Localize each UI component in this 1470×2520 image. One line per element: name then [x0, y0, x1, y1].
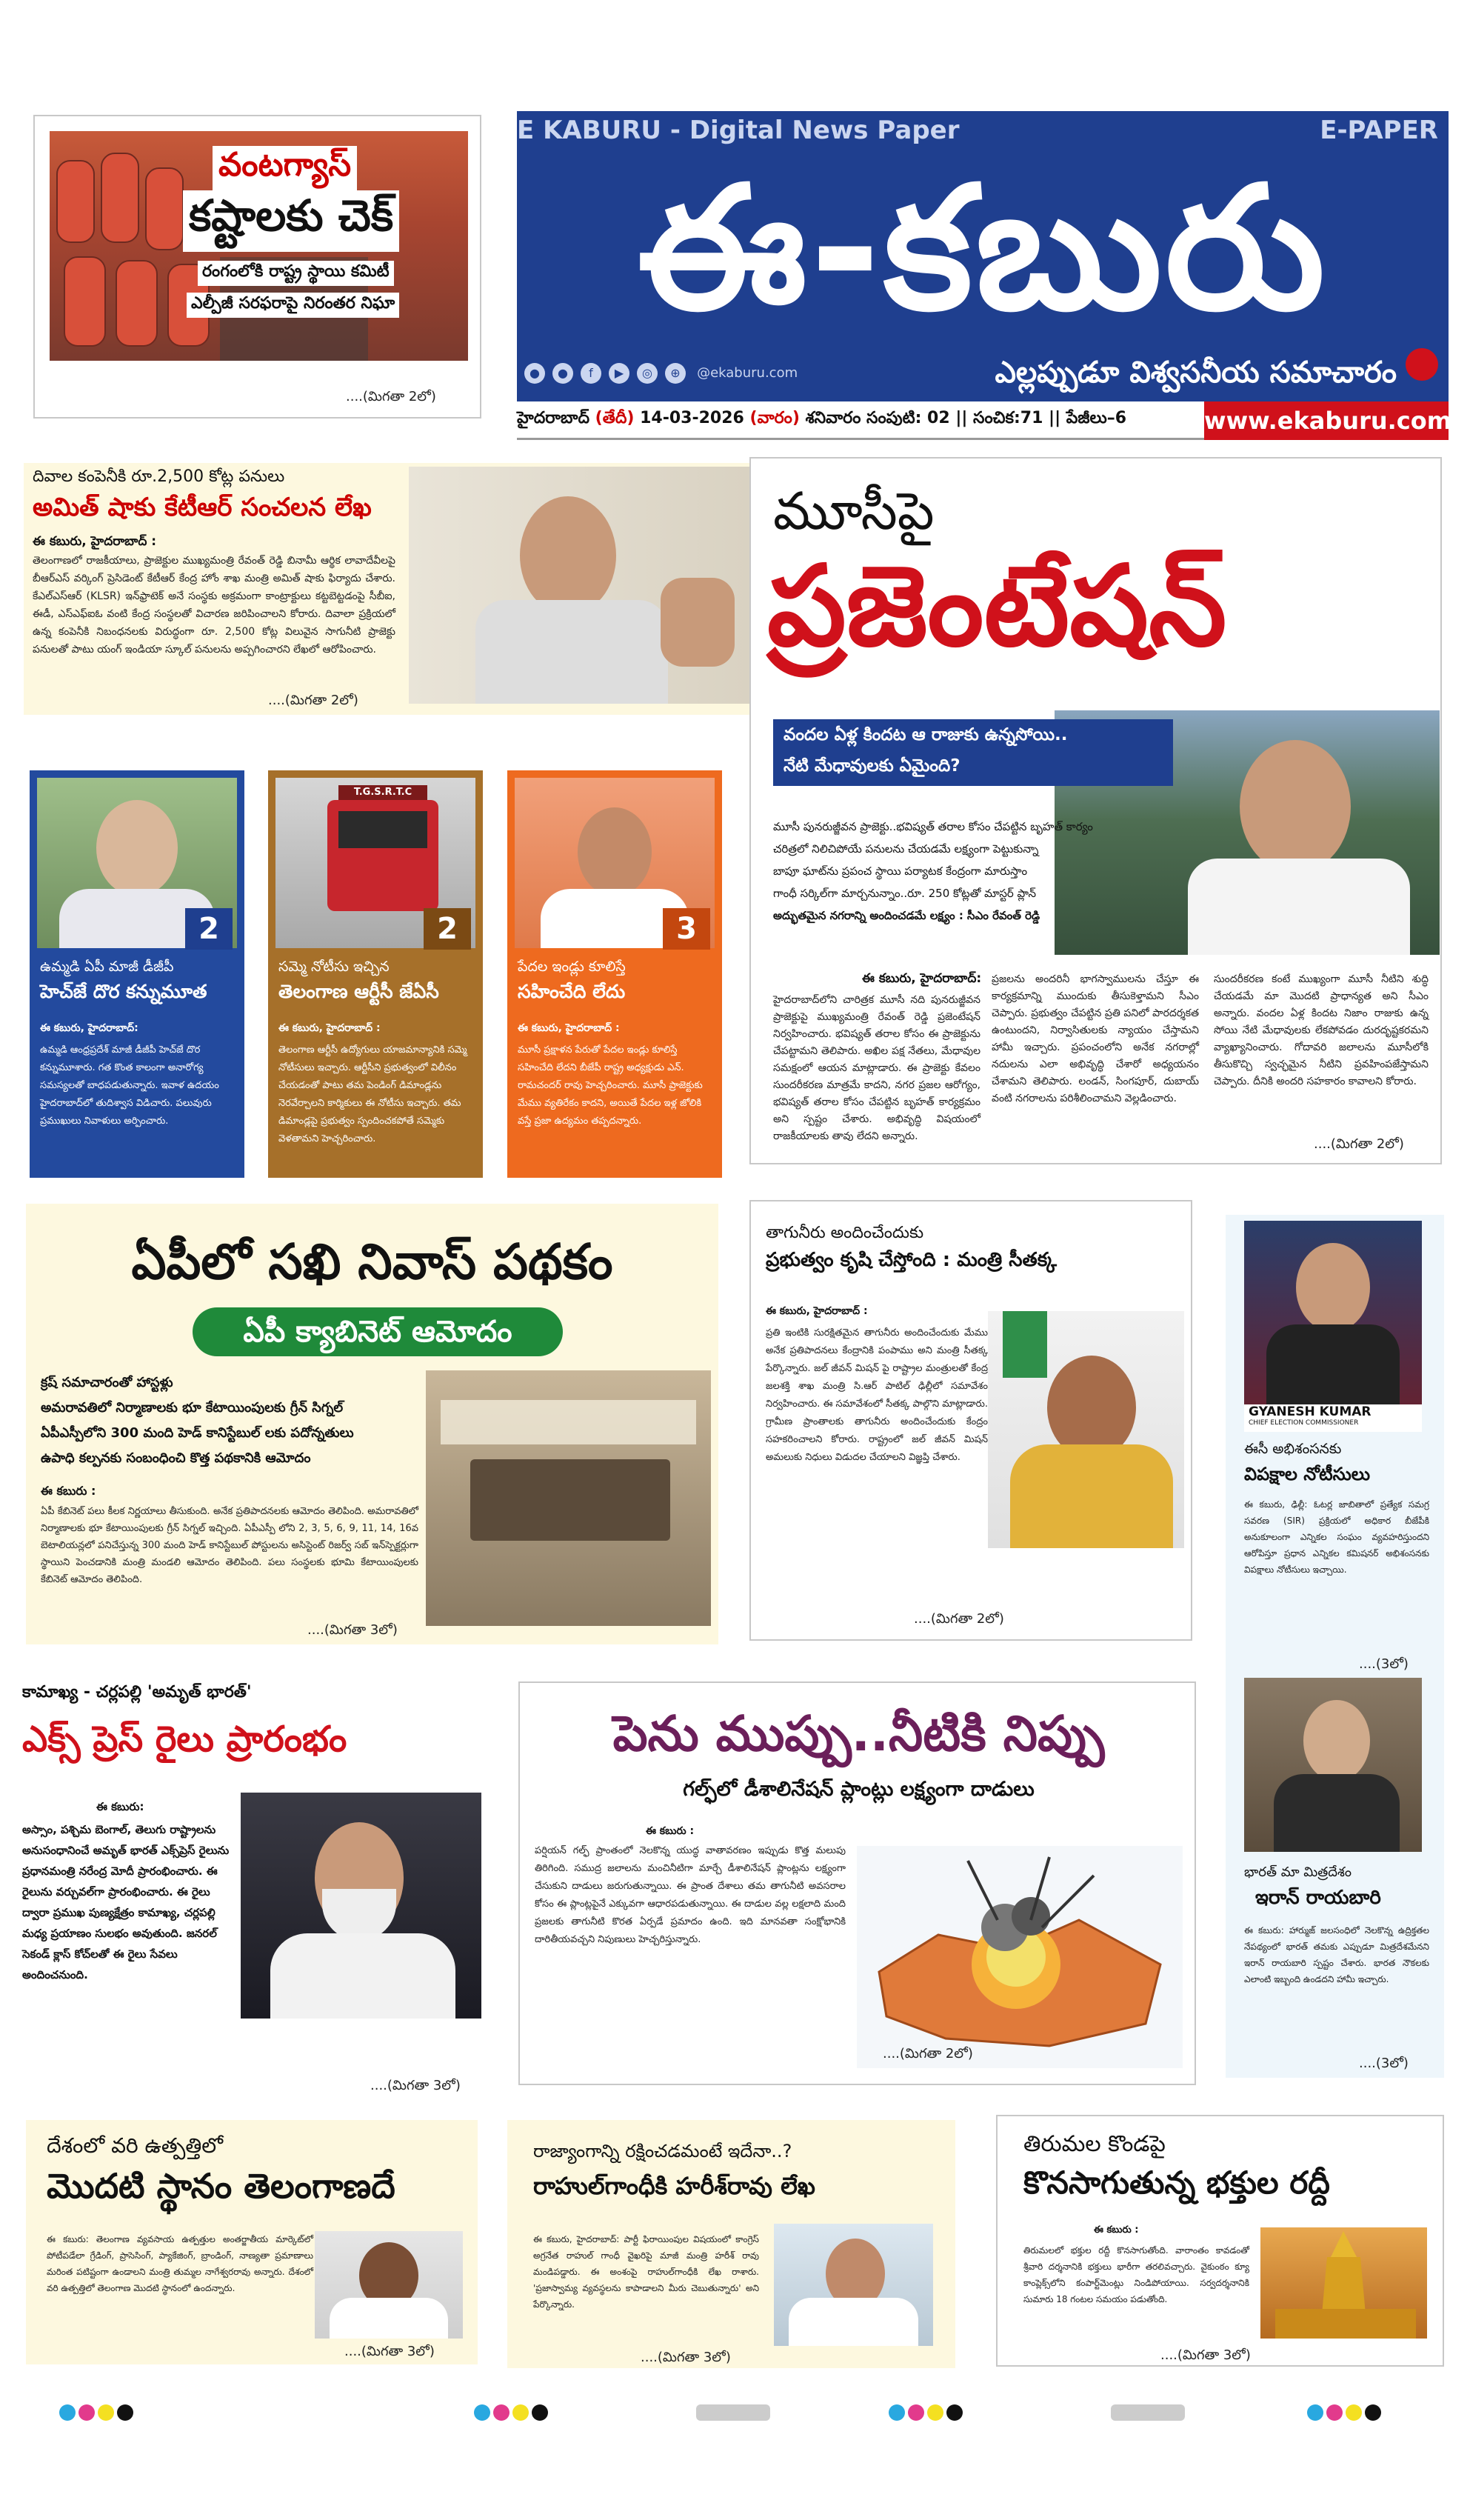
harish-photo	[774, 2224, 933, 2346]
hj-kicker: ఉమ్మడి ఏపీ మాజీ డీజీపీ	[40, 959, 174, 975]
rice-story-box[interactable]	[26, 2120, 478, 2364]
color-strip-4	[1307, 2404, 1384, 2424]
harish-kicker: రాజ్యాంగాన్ని రక్షించడమంటే ఇదేనా..?	[533, 2141, 792, 2161]
bjp-kicker: పేదల ఇండ్లు కూలిస్తే	[518, 959, 626, 975]
sakhi-bullet: ఉపాధి కల్పనకు సంబంధించి కొత్త పథకానికి ఆమోదం	[41, 1450, 311, 1466]
ec-title: విపక్షాల నోటీసులు	[1244, 1464, 1371, 1484]
gas-kicker: వంటగ్యాస్	[213, 146, 357, 192]
dateline-day-label: (వారం)	[749, 409, 800, 427]
musi-sub1: వందల ఏళ్ల కిందట ఆ రాజుకు ఉన్నసోయి..	[784, 725, 1068, 744]
ktr-title: అమిత్ షాకు కేటీఆర్ సంచలన లేఖ	[33, 493, 372, 522]
tirumala-title: కొనసాగుతున్న భక్తుల రద్దీ	[1023, 2164, 1330, 2201]
hj-body: ఉమ్మడి ఆంధ్రప్రదేశ్ మాజీ డీజీపీ హెచ్‌జే దొర కన్నుమూశారు. గత కొంత కాలంగా అనారోగ్య సమస్యలతో బాధపడుతున్నారు. ఇవాళ ఉదయం హైదరాబాద్‌లో తుదిశ్వాస విడిచారు. పలువురు ప్రముఖులు నివాళులు అర్పించారు.	[40, 1044, 219, 1127]
gulf-attack-illustration	[857, 1846, 1183, 2068]
bjp-body: మూసీ ప్రక్షాళన పేరుతో పేదల ఇండ్లు కూలిస్తే సహించేది లేదని బీజేపీ రాష్ట్ర అధ్యక్షుడు ఎన్. రామచందర్ రావు హెచ్చరించారు. మూసీ ప్రాజెక్టుకు మేము వ్యతిరేకం కాదని, అయితే పేదల ఇళ్ల జోలికి వస్తే ప్రజా ఉద్యమం తప్పదన్నారు.	[518, 1044, 703, 1127]
bjp-title: సహించేది లేదు	[518, 981, 626, 1002]
bjp-story-box[interactable]	[507, 770, 722, 1178]
ktr-kicker: దివాల కంపెనీకి రూ.2,500 కోట్ల పనులు	[33, 467, 285, 486]
facebook-icon[interactable]: f	[581, 363, 601, 384]
tirumala-body: తిరుమలలో భక్తుల రద్దీ కొనసాగుతోంది. వారాంతం కావడంతో శ్రీవారి దర్శనానికి భక్తులు భారీగా తరలివచ్చారు. వైకుంఠం క్యూ కాంప్లెక్స్‌లోని కంపార్ట్‌మెంట్లు నిండిపోయాయి. సర్వదర్శనానికి సుమారు 18 గంటల సమయం పడుతోంది.	[1023, 2245, 1249, 2304]
musi-title: ప్రజెంటేషన్	[767, 542, 1227, 671]
twitter-icon[interactable]: ●	[552, 363, 573, 384]
masthead-epaper: E-PAPER	[1320, 116, 1438, 145]
ec-nameplate-sub: CHIEF ELECTION COMMISSIONER	[1249, 1419, 1359, 1427]
iran-story-box[interactable]	[1226, 1678, 1444, 2078]
gulf-continued[interactable]: ....(మిగతా 2లో)	[883, 2046, 973, 2061]
minister-photo	[315, 2231, 463, 2339]
iran-body: ఈ కబురు: హార్ముజ్ జలసంధిలో నెలకొన్న ఉద్రిక్తతల నేపథ్యంలో భారత్ తమకు ఎప్పుడూ మిత్రదేశమేనని ఇరాన్ రాయబారి స్పష్టం చేశారు. భారత నౌకలకు ఎలాంటి ఇబ్బంది ఉండదని హామీ ఇచ్చారు.	[1244, 1925, 1429, 1984]
amrit-kicker: కామాఖ్య - చర్లపల్లి 'అమృత్ భారత్'	[22, 1683, 252, 1701]
musi-kicker: మూసీపై	[773, 481, 935, 541]
musi-points	[773, 816, 1158, 927]
cabinet-meeting-photo	[426, 1370, 711, 1626]
musi-col2: ప్రజలను అందరినీ భాగస్వాములను చేస్తూ ఈ కార్యక్రమాన్ని ముందుకు తీసుకెళ్తామని సీఎం చెప్పారు. ప్రభుత్వం చేపట్టిన ప్రతి పనిలో పారదర్శకత ఉంటుందని, నిర్వాసితులకు న్యాయం చేస్తామని హామీ ఇచ్చారు. ప్రపంచంలోని అనేక నగరాల్లో నదులను ఎలా అభివృద్ధి చేశారో అధ్యయనం చేశామని తెలిపారు. లండన్, సింగపూర్, దుబాయ్ వంటి నగరాలను పరిశీలించామని వెల్లడించారు.	[992, 973, 1199, 1104]
seethakka-story-box[interactable]	[749, 1200, 1192, 1641]
rtc-byline: ఈ కబురు, హైదరాబాద్ :	[278, 1022, 381, 1034]
rtc-body: తెలంగాణ ఆర్టీసీ ఉద్యోగులు యాజమాన్యానికి సమ్మె నోటీసులు ఇచ్చారు. ఆర్టీసీని ప్రభుత్వంలో విలీనం చేయడంతో పాటు తమ పెండింగ్ డిమాండ్లను నెరవేర్చాలని కార్మికులు ఈ నోటీసు ఇచ్చారు. తమ డిమాండ్లపై ప్రభుత్వం స్పందించకపోతే సమ్మెకు వెళతామని హెచ్చరించారు.	[278, 1044, 467, 1144]
musi-story-box[interactable]	[749, 457, 1442, 1164]
rice-kicker: దేశంలో వరి ఉత్పత్తిలో	[47, 2133, 224, 2158]
ec-kicker: ఈసీ అభిశంసనకు	[1244, 1441, 1342, 1457]
gray-strip-1	[696, 2404, 773, 2424]
rtc-story-box[interactable]	[268, 770, 483, 1178]
musi-point: అద్భుతమైన నగరాన్ని అందించడమే లక్ష్యం : సీఎం రేవంత్ రెడ్డి	[773, 909, 1040, 922]
gulf-story-box[interactable]	[518, 1681, 1196, 2085]
amrit-continued[interactable]: ....(మిగతా 3లో)	[370, 2078, 461, 2093]
masthead-motto: ఎల్లప్పుడూ విశ్వసనీయ సమాచారం	[995, 356, 1397, 390]
rtc-bus-photo: T.G.S.R.T.C	[275, 778, 475, 948]
ec-continued[interactable]: ....(3లో)	[1359, 1656, 1409, 1672]
tirumala-byline: ఈ కబురు :	[1094, 2224, 1139, 2236]
dateline-text	[517, 409, 1126, 431]
brand-mark-icon	[1406, 348, 1438, 381]
dateline-city: హైదరాబాద్	[517, 409, 589, 427]
gas-title: కష్టాలకు చెక్	[183, 190, 399, 252]
social-handle: @ekaburu.com	[697, 365, 798, 381]
hj-page-badge[interactable]: 2	[185, 908, 233, 950]
hj-byline: ఈ కబురు, హైదరాబాద్:	[40, 1022, 138, 1034]
harish-body: ఈ కబురు, హైదరాబాద్: పార్టీ ఫిరాయింపుల విషయంలో కాంగ్రెస్ అగ్రనేత రాహుల్ గాంధీ వైఖరిపై మాజీ మంత్రి హరీశ్ రావు మండిపడ్డారు. ఈ అంశంపై రాహుల్‌గాంధీకి లేఖ రాశారు. 'ప్రజాస్వామ్య వ్యవస్థలను కాపాడాలని మీరు చెబుతున్నారు' అని పేర్కొన్నారు.	[533, 2234, 759, 2310]
color-strip-1	[59, 2404, 136, 2424]
masthead-logo: ఈ-కబురు	[637, 150, 1329, 348]
musi-point: మూసీ పునరుజ్జీవన ప్రాజెక్టు..భవిష్యత్ తరాల కోసం చేపట్టిన బృహత్ కార్యం	[773, 820, 1093, 833]
seethakka-byline: ఈ కబురు, హైదరాబాద్ :	[766, 1305, 868, 1317]
tirumala-story-box[interactable]	[996, 2115, 1444, 2367]
musi-col1: హైదరాబాద్‌లోని చారిత్రక మూసీ నది పునరుజ్జీవన ప్రాజెక్టుపై ముఖ్యమంత్రి రేవంత్ రెడ్డి ప్రజెంటేషన్ నిర్వహించారు. భవిష్యత్ తరాల కోసం ఈ ప్రాజెక్టును చేపట్టామని తెలిపారు. అఖిల పక్ష నేతలు, మేధావుల సమక్షంలో ఆయన మాట్లాడారు. ఈ ప్రాజెక్టు కేవలం సుందరీకరణ మాత్రమే కాదని, నగర ప్రజల ఆరోగ్యం, భవిష్యత్ తరాల కోసం చేపట్టిన బృహత్ కార్యక్రమం అని స్పష్టం చేశారు. అభివృద్ధి విషయంలో రాజకీయాలకు తావు లేదని అన్నారు.	[773, 994, 980, 1142]
rtc-title: తెలంగాణ ఆర్టీసీ జేఏసీ	[278, 981, 439, 1002]
seethakka-continued[interactable]: ....(మిగతా 2లో)	[914, 1611, 1004, 1627]
sakhi-byline: ఈ కబురు :	[41, 1484, 96, 1498]
hj-story-box[interactable]	[30, 770, 244, 1178]
iran-title: ఇరాన్ రాయబారి	[1255, 1887, 1381, 1909]
dateline-date: 14-03-2026	[640, 409, 744, 427]
musi-byline: ఈ కబురు, హైదరాబాద్:	[862, 971, 982, 986]
sakhi-body: ఏపీ కేబినెట్ పలు కీలక నిర్ణయాలు తీసుకుంది. అనేక ప్రతిపాదనలకు ఆమోదం తెలిపింది. అమరావతిలో నిర్మాణాలకు భూ కేటాయింపులకు గ్రీన్ సిగ్నల్ ఇచ్చింది. ఏపీఎస్పీ లోని 2, 3, 5, 6, 9, 11, 14, 16వ బెటాలియన్లలో పనిచేస్తున్న 300 మంది హెడ్ కానిస్టేబుల్ పోస్టులను అసిస్టెంట్ రిజర్వ్ సబ్ ఇన్‌స్పెక్టర్లుగా స్థాయిని పెంచడానికి మంత్రి మండలి ఆమోదం తెలిపింది. పలు సంస్థలకు భూమి కేటాయింపులకు కేబినెట్ ఆమోదం తెలిపింది.	[41, 1506, 418, 1585]
rtc-page-badge[interactable]: 2	[424, 908, 471, 950]
sakhi-bullet: క్రష్ సమాచారంతో హాస్టళ్లు	[41, 1375, 173, 1390]
ec-body: ఈ కబురు, ఢిల్లీ: ఓటర్ల జాబితాలో ప్రత్యేక సమగ్ర సవరణ (SIR) ప్రక్రియలో అధికార బీజేపీకి అనుకూలంగా ఎన్నికల సంఘం వ్యవహరిస్తుందని ఆరోపిస్తూ ప్రధాన ఎన్నికల కమిషనర్ అభిశంసనకు విపక్షాలు నోటీసులు ఇచ్చాయి.	[1244, 1499, 1429, 1575]
ec-photo	[1244, 1221, 1422, 1432]
dateline-lang: (తేదీ)	[595, 409, 635, 427]
social-icons	[524, 363, 805, 384]
masthead-tagline: E KABURU - Digital News Paper	[517, 116, 960, 145]
musi-point: బాపూ ఘాట్‌ను ప్రపంచ స్థాయి పర్యాటక కేంద్రంగా మారుస్తాం	[773, 864, 1028, 878]
sakhi-bullets	[41, 1370, 418, 1471]
tirumala-continued[interactable]: ....(మిగతా 3లో)	[1160, 2347, 1251, 2363]
harish-story-box[interactable]	[507, 2120, 955, 2368]
color-strip-3	[889, 2404, 966, 2424]
ktr-byline: ఈ కబురు, హైదరాబాద్ :	[33, 534, 157, 549]
rice-body: ఈ కబురు: తెలంగాణ వ్యవసాయ ఉత్పత్తుల అంతర్జాతీయ మార్కెట్‌లో పోటీపడేలా గ్రేడింగ్, ప్రాసెసింగ్, ప్యాకేజింగ్, బ్రాండింగ్, నాణ్యతా ప్రమాణాలు మరింత పటిష్టంగా ఉండాలని మంత్రి తుమ్మల నాగేశ్వరరావు అన్నారు. దేశంలో వరి ఉత్పత్తిలో తెలంగాణ మొదటి స్థానంలో ఉందన్నారు.	[47, 2234, 313, 2293]
amrit-story-box[interactable]	[22, 1681, 496, 2104]
amrit-byline: ఈ కబురు:	[96, 1800, 144, 1813]
musi-point: చరిత్రలో నిలిచిపోయే పనులను చేయడమే లక్ష్యంగా పెట్టుకున్నా	[773, 842, 1039, 856]
ktr-body: తెలంగాణలో రాజకీయాలు, ప్రాజెక్టుల ముఖ్యమంత్రి రేవంత్ రెడ్డి బినామీ ఆర్థిక లావాదేవీలపై బీఆర్ఎస్ వర్కింగ్ ప్రెసిడెంట్ కేటీఆర్ కేంద్ర హోం శాఖ మంత్రి అమిత్ షాకు ఫిర్యాదు చేశారు. కేఎల్ఎస్ఆర్ (KLSR) ఇన్‌ఫ్రాటెక్ అనే సంస్థకు అక్రమంగా కాంట్రాక్టులు కట్టబెట్టడంపై సీబీఐ, ఈడీ, ఎస్ఎఫ్ఐఓ వంటి కేంద్ర సంస్థలతో విచారణ జరిపించాలని కోరారు. దివాలా ప్రక్రియలో ఉన్న కంపెనీకి నిబంధనలకు విరుద్ధంగా రూ. 2,500 కోట్ల విలువైన సాగునీటి ప్రాజెక్టు పనులతో పాటు యంగ్ ఇండియా స్కూల్ పనులను అప్పగించారని లేఖలో ఆరోపించారు.	[33, 555, 395, 656]
gulf-title: పెను ముప్పు..నీటికి నిప్పు	[612, 1705, 1105, 1762]
sakhi-continued[interactable]: ....(మిగతా 3లో)	[307, 1622, 398, 1638]
instagram-icon[interactable]: ◎	[637, 363, 658, 384]
sakhi-story-box[interactable]	[26, 1204, 718, 1644]
musi-continued[interactable]: ....(మిగతా 2లో)	[1314, 1136, 1404, 1152]
tirumala-kicker: తిరుమల కొండపై	[1023, 2131, 1166, 2157]
gas-line2: ఎల్పీజీ సరఫరాపై నిరంతర నిఘా	[187, 293, 399, 318]
gulf-subtitle: గల్ఫ్‌లో డీశాలినేషన్ ప్లాంట్లు లక్ష్యంగా దాడులు	[683, 1778, 1035, 1801]
gas-line1: రంగంలోకి రాష్ట్ర స్థాయి కమిటీ	[198, 261, 394, 286]
hj-title: హెచ్‌జే దొర కన్నుమూత	[40, 981, 207, 1002]
explosion-map-svg	[857, 1846, 1183, 2068]
amrit-body: అస్సాం, పశ్చిమ బెంగాల్, తెలుగు రాష్ట్రాలను అనుసంధానించే అమృత్ భారత్ ఎక్స్‌ప్రెస్ రైలును ప్రధానమంత్రి నరేంద్ర మోదీ ప్రారంభించారు. ఈ రైలును వర్చువల్‌గా ప్రారంభించారు. ఈ రైలు ద్వారా ప్రముఖ పుణ్యక్షేత్రం కామాఖ్య, చర్లపల్లి మధ్య ప్రయాణం సులభం అవుతుంది. జనరల్ సెకండ్ క్లాస్ కోచ్‌లతో ఈ రైలు సేవలు అందించనుంది.	[22, 1823, 230, 1981]
sakhi-title: ఏపీలో సఖి నివాస్ పథకం	[131, 1233, 613, 1290]
whatsapp-icon[interactable]: ●	[524, 363, 545, 384]
musi-subhead	[773, 719, 1173, 786]
temple-gopuram-svg	[1260, 2227, 1427, 2339]
globe-icon[interactable]: ⊕	[665, 363, 686, 384]
sakhi-subtitle: ఏపీ క్యాబినెట్ ఆమోదం	[193, 1307, 563, 1356]
gulf-byline: ఈ కబురు :	[646, 1825, 695, 1837]
iran-continued[interactable]: ....(3లో)	[1359, 2056, 1409, 2071]
ec-story-box[interactable]	[1226, 1215, 1444, 1678]
seethakka-body: ప్రతి ఇంటికి సురక్షితమైన తాగునీరు అందించేందుకు మేము అనేక ప్రతిపాదనలు కేంద్రానికి పంపాము అని మంత్రి సీతక్క పేర్కొన్నారు. జల్ జీవన్ మిషన్ పై రాష్ట్రాల మంత్రులతో కేంద్ర జలశక్తి శాఖ మంత్రి సి.ఆర్ పాటిల్ ఢిల్లీలో సమావేశం నిర్వహించారు. ఈ సమావేశంలో సీతక్క పాల్గొని మాట్లాడారు. గ్రామీణ ప్రాంతాలకు తాగునీరు అందించేందుకు కేంద్రం సహకరించాలని కోరారు. రాష్ట్రంలో జల్ జీవన్ మిషన్ అమలుకు నిధులు విడుదల చేయాలని విజ్ఞప్తి చేశారు.	[766, 1327, 988, 1463]
musi-sub2: నేటి మేధావులకు ఏమైంది?	[784, 756, 960, 776]
ktr-continued[interactable]: ....(మిగతా 2లో)	[268, 693, 358, 708]
amrit-title: ఎక్స్ ప్రెస్ రైలు ప్రారంభం	[22, 1719, 347, 1760]
seethakka-photo	[988, 1311, 1184, 1548]
gas-story-box[interactable]	[33, 115, 481, 419]
gulf-body: పర్షియన్ గల్ఫ్ ప్రాంతంలో నెలకొన్న యుద్ధ వాతావరణం ఇప్పుడు కొత్త మలుపు తిరిగింది. సముద్ర జలాలను మంచినీటిగా మార్చే డీశాలినేషన్ ప్లాంట్లను లక్ష్యంగా చేసుకుని దాడులు జరుగుతున్నాయి. ఈ ప్రాంత దేశాలు తమ తాగునీటి అవసరాల కోసం ఈ ప్లాంట్లపైనే ఎక్కువగా ఆధారపడుతున్నాయి. ఈ దాడుల వల్ల లక్షలాది మంది ప్రజలకు తాగునీటి కొరత ఏర్పడే ప్రమాదం ఉంది. ఇది మానవతా సంక్షోభానికి దారితీయవచ్చని నిపుణులు హెచ్చరిస్తున్నారు.	[535, 1845, 846, 1945]
musi-col3: సుందరీకరణ కంటే ముఖ్యంగా మూసీ నీటిని శుద్ధి చేయడమే మా మొదటి ప్రాధాన్యత అని సీఎం అన్నారు. వందల ఏళ్ల కిందట నిజాం రాజుకు ఉన్న సోయి నేటి మేధావులకు లేకపోవడం దురదృష్టకరమని వ్యాఖ్యానించారు. గోదావరి జలాలను మూసీలోకి తీసుకొచ్చి స్వచ్ఛమైన నీటిని ప్రవహింపజేస్తామని చెప్పారు. దీనికి అందరి సహకారం కావాలని కోరారు.	[1214, 973, 1429, 1087]
rtc-kicker: సమ్మె నోటీసు ఇచ్చిన	[278, 959, 390, 975]
harish-title: రాహుల్‌గాంధీకి హరీశ్‌రావు లేఖ	[533, 2172, 815, 2200]
harish-continued[interactable]: ....(మిగతా 3లో)	[641, 2350, 731, 2365]
musi-point: గాంధీ సర్కిల్‌గా మార్చనున్నాం..రూ. 250 కోట్లతో మాస్టర్ ప్లాన్	[773, 887, 1036, 900]
color-strip-2	[474, 2404, 551, 2424]
dateline-day: శనివారం	[805, 409, 861, 427]
rice-title: మొదటి స్థానం తెలంగాణదే	[47, 2166, 395, 2206]
gray-strip-2	[1111, 2404, 1188, 2424]
website-link[interactable]: www.ekaburu.com	[1204, 401, 1449, 440]
rice-continued[interactable]: ....(మిగతా 3లో)	[344, 2344, 435, 2359]
dateline-bar	[517, 401, 1452, 440]
modi-photo	[241, 1793, 481, 2019]
ktr-story-box[interactable]	[24, 463, 749, 715]
ktr-photo	[409, 467, 749, 704]
iran-envoy-photo	[1244, 1678, 1422, 1852]
bjp-page-badge[interactable]: 3	[663, 908, 710, 950]
gas-continued[interactable]: ....(మిగతా 2లో)	[346, 389, 436, 404]
sakhi-bullet: అమరావతిలో నిర్మాణాలకు భూ కేటాయింపులకు గ్రీన్ సిగ్నల్	[41, 1400, 344, 1416]
youtube-icon[interactable]: ▶	[609, 363, 629, 384]
masthead	[517, 111, 1449, 401]
sakhi-bullet: ఏపీఎస్పీలోని 300 మంది హెడ్ కానిస్టేబుల్ లకు పదోన్నతులు	[41, 1425, 354, 1441]
seethakka-title: ప్రభుత్వం కృషి చేస్తోంది : మంత్రి సీతక్క	[766, 1249, 1057, 1271]
iran-kicker: భారత్ మా మిత్రదేశం	[1244, 1864, 1352, 1880]
ec-nameplate: GYANESH KUMAR	[1249, 1404, 1372, 1419]
tirumala-temple-photo	[1260, 2227, 1427, 2339]
dateline-volume: సంపుటి: 02 || సంచిక:71 || పేజీలు–6	[866, 409, 1127, 427]
bjp-byline: ఈ కబురు, హైదరాబాద్ :	[518, 1022, 620, 1034]
seethakka-kicker: తాగునీరు అందించేందుకు	[766, 1224, 924, 1242]
